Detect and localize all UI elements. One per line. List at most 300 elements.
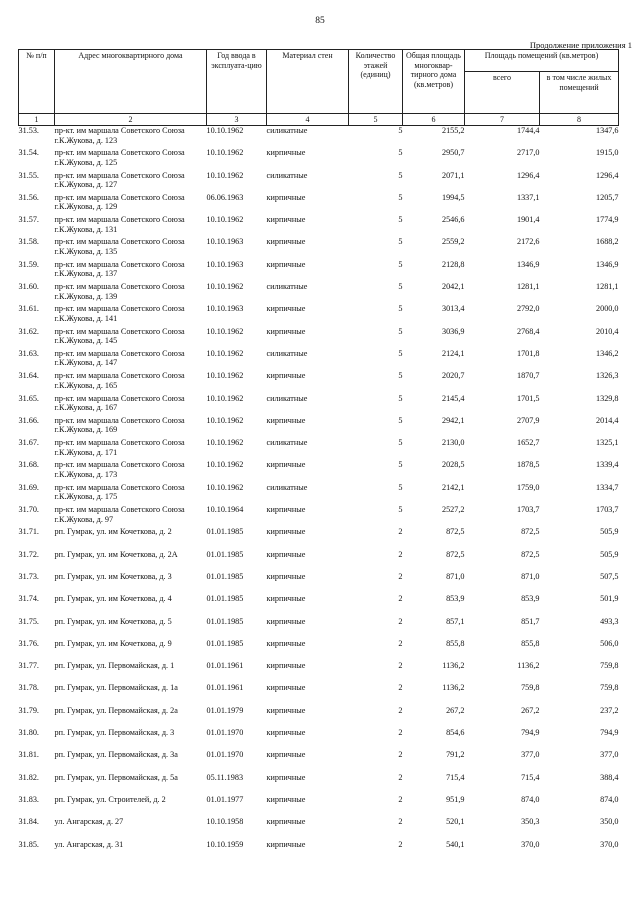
wall-material: кирпичные [266,616,306,626]
column-number: 4 [267,114,349,126]
living-area: 493,3 [600,616,619,626]
living-area: 2000,0 [596,304,619,314]
row-number: 31.59. [18,259,39,269]
wall-material: кирпичные [266,638,306,648]
address-line-2: г.К.Жукова, д. 127 [54,180,118,190]
total-area: 1136,2 [442,683,465,693]
floor-count: 2 [398,794,403,804]
table-row [19,617,619,639]
row-number: 31.57. [18,215,39,225]
total-area: 872,5 [446,527,465,537]
wall-material: кирпичные [266,237,306,247]
wall-material: кирпичные [266,750,306,760]
floor-count: 5 [398,170,403,180]
premises-area-total: 853,9 [521,594,540,604]
table-row [19,148,619,170]
floor-count: 2 [398,728,403,738]
total-area: 3036,9 [441,326,465,336]
column-number: 2 [55,114,207,126]
commission-date: 01.01.1961 [206,661,244,671]
total-area: 855,8 [446,638,465,648]
row-number: 31.85. [18,839,39,849]
wall-material: кирпичные [266,505,306,515]
header-floors: Количество этажей (единиц) [349,50,403,114]
address-line: пр-кт. им маршала Советского Союза [54,304,185,314]
row-number: 31.78. [18,683,39,693]
row-number: 31.76. [18,638,39,648]
row-number: 31.54. [18,148,39,158]
commission-date: 10.10.1962 [206,393,244,403]
address [55,438,207,460]
row-number: 31.74. [18,594,39,604]
commission-date: 10.10.1962 [206,326,244,336]
table-row [19,371,619,393]
table-row [19,416,619,438]
premises-area-total: 1759,0 [516,482,540,492]
commission-date: 10.10.1963 [206,304,244,314]
address-line: пр-кт. им маршала Советского Союза [54,282,185,292]
total-area: 540,1 [446,839,465,849]
commission-date: 01.01.1985 [206,638,244,648]
floor-count: 5 [398,371,403,381]
living-area: 388,4 [600,772,619,782]
living-area: 1326,3 [596,371,619,381]
commission-date: 10.10.1962 [206,282,244,292]
address [55,550,207,572]
commission-date: 10.10.1963 [206,237,244,247]
table-row [19,728,619,750]
row-number: 31.62. [18,326,39,336]
floor-count: 5 [398,282,403,292]
floor-count: 2 [398,750,403,760]
address-line: пр-кт. им маршала Советского Союза [54,126,185,135]
header-address: Адрес многоквартирного дома [55,50,207,114]
commission-date: 10.10.1962 [206,170,244,180]
wall-material: силикатные [266,482,308,492]
continuation-label: Продолжение приложения 1 [529,40,632,50]
floor-count: 2 [398,839,403,849]
address [55,706,207,728]
wall-material: кирпичные [266,683,306,693]
table-row [19,706,619,728]
address [55,795,207,817]
premises-area-total: 1870,7 [516,371,540,381]
address [55,773,207,795]
total-area: 2128,8 [441,259,465,269]
table-row [19,773,619,795]
floor-count: 5 [398,505,403,515]
column-number: 6 [403,114,465,126]
floor-count: 2 [398,817,403,827]
floor-count: 5 [398,438,403,448]
premises-area-total: 1136,2 [517,661,540,671]
column-number: 7 [465,114,540,126]
table-row [19,527,619,549]
address-line-2: г.К.Жукова, д. 139 [54,291,118,301]
address-line: ул. Ангарская, д. 27 [54,817,124,827]
address-line: пр-кт. им маршала Советского Союза [54,371,185,381]
wall-material: кирпичные [266,705,306,715]
table-row [19,215,619,237]
living-area: 874,0 [600,794,619,804]
living-area: 237,2 [600,705,619,715]
wall-material: кирпичные [266,192,306,202]
living-area: 1688,2 [596,237,619,247]
living-area: 505,9 [600,549,619,559]
wall-material: кирпичные [266,259,306,269]
address-line: пр-кт. им маршала Советского Союза [54,170,185,180]
header-num: № п/п [19,50,55,114]
address-line: рп. Гумрак, ул. им Кочеткова, д. 9 [54,638,172,648]
floor-count: 2 [398,638,403,648]
row-number: 31.61. [18,304,39,314]
premises-area-total: 874,0 [521,794,540,804]
row-number: 31.64. [18,371,39,381]
row-number: 31.60. [18,282,39,292]
commission-date: 01.01.1970 [206,728,244,738]
floor-count: 5 [398,126,403,135]
commission-date: 10.10.1962 [206,348,244,358]
address-line-2: г.К.Жукова, д. 147 [54,358,118,368]
address-line: рп. Гумрак, ул. Строителей, д. 2 [54,794,166,804]
column-number: 3 [207,114,267,126]
premises-area-total: 851,7 [521,616,540,626]
wall-material: кирпичные [266,549,306,559]
address-line-2: г.К.Жукова, д. 123 [54,135,118,145]
address [55,215,207,237]
table-row [19,171,619,193]
living-area: 1205,7 [596,192,619,202]
total-area: 267,2 [446,705,465,715]
floor-count: 5 [398,192,403,202]
table-row [19,260,619,282]
address-line: пр-кт. им маршала Советского Союза [54,460,185,470]
commission-date: 10.10.1962 [206,415,244,425]
housing-table [18,49,619,862]
address-line: рп. Гумрак, ул. Первомайская, д. 3а [54,750,178,760]
living-area: 1281,1 [596,282,619,292]
row-number: 31.69. [18,482,39,492]
premises-area-total: 350,3 [521,817,540,827]
address [55,594,207,616]
living-area: 1325,1 [596,438,619,448]
table-row [19,483,619,505]
premises-area-total: 1701,8 [516,348,540,358]
address-line: рп. Гумрак, ул. Первомайская, д. 5а [54,772,178,782]
address [55,304,207,326]
total-area: 2155,2 [441,126,465,135]
wall-material: кирпичные [266,594,306,604]
header-living: в том числе жилых помещений [540,72,619,114]
living-area: 2010,4 [596,326,619,336]
column-number: 8 [540,114,619,126]
premises-area-total: 2172,6 [516,237,540,247]
address [55,327,207,349]
premises-area-total: 1346,9 [516,259,540,269]
address [55,148,207,170]
premises-area-total: 2717,0 [516,148,540,158]
table-row [19,126,619,149]
address-line: пр-кт. им маршала Советского Союза [54,215,185,225]
wall-material: кирпичные [266,571,306,581]
table-row [19,661,619,683]
wall-material: кирпичные [266,527,306,537]
living-area: 377,0 [600,750,619,760]
address-line: пр-кт. им маршала Советского Союза [54,482,185,492]
premises-area-total: 377,0 [521,750,540,760]
table-row [19,237,619,259]
premises-area-total: 2768,4 [516,326,540,336]
address-line-2: г.К.Жукова, д. 97 [54,514,114,524]
wall-material: силикатные [266,282,308,292]
row-number: 31.72. [18,549,39,559]
commission-date: 10.10.1959 [206,839,244,849]
address [55,282,207,304]
total-area: 2124,1 [441,348,465,358]
commission-date: 01.01.1985 [206,594,244,604]
floor-count: 2 [398,683,403,693]
premises-area-total: 871,0 [521,571,540,581]
premises-area-total: 855,8 [521,638,540,648]
floor-count: 5 [398,215,403,225]
total-area: 2071,1 [441,170,465,180]
premises-area-total: 759,8 [521,683,540,693]
wall-material: кирпичные [266,661,306,671]
wall-material: кирпичные [266,817,306,827]
address-line: пр-кт. им маршала Советского Союза [54,148,185,158]
table-row [19,795,619,817]
premises-area-total: 2707,9 [516,415,540,425]
row-number: 31.53. [18,126,39,135]
total-area: 2042,1 [441,282,465,292]
header-material: Материал стен [267,50,349,114]
total-area: 872,5 [446,549,465,559]
address [55,683,207,705]
premises-area-total: 267,2 [521,705,540,715]
floor-count: 5 [398,460,403,470]
living-area: 505,9 [600,527,619,537]
premises-area-total: 794,9 [521,728,540,738]
row-number: 31.79. [18,705,39,715]
row-number: 31.75. [18,616,39,626]
address [55,840,207,862]
living-area: 1774,9 [596,215,619,225]
address [55,416,207,438]
wall-material: силикатные [266,393,308,403]
floor-count: 2 [398,661,403,671]
address-line: пр-кт. им маршала Советского Союза [54,237,185,247]
total-area: 871,0 [446,571,465,581]
address-line-2: г.К.Жукова, д. 141 [54,313,118,323]
total-area: 853,9 [446,594,465,604]
address [55,505,207,527]
premises-area-total: 872,5 [521,527,540,537]
living-area: 1915,0 [596,148,619,158]
premises-area-total: 1652,7 [516,438,540,448]
address-line: рп. Гумрак, ул. Первомайская, д. 3 [54,728,175,738]
total-area: 2527,2 [441,505,465,515]
table-row [19,327,619,349]
commission-date: 01.01.1985 [206,571,244,581]
table-row [19,840,619,862]
total-area: 2950,7 [441,148,465,158]
floor-count: 5 [398,326,403,336]
living-area: 1296,4 [596,170,619,180]
living-area: 1703,7 [596,505,619,515]
table-row [19,460,619,482]
living-area: 506,0 [600,638,619,648]
address [55,527,207,549]
page-number: 85 [315,16,325,26]
address [55,639,207,661]
table-row [19,505,619,527]
table-body [19,126,619,862]
table-row [19,193,619,215]
floor-count: 2 [398,549,403,559]
floor-count: 5 [398,304,403,314]
address [55,572,207,594]
row-number: 31.68. [18,460,39,470]
living-area: 370,0 [600,839,619,849]
header-total-area: Общая площадь многоквар-тирного дома (кв.метров) [403,50,465,114]
address-line: рп. Гумрак, ул. им Кочеткова, д. 2А [54,549,178,559]
address [55,483,207,505]
living-area: 2014,4 [596,415,619,425]
total-area: 1136,2 [442,661,465,671]
wall-material: кирпичные [266,415,306,425]
living-area: 501,9 [600,594,619,604]
total-area: 791,2 [446,750,465,760]
total-area: 715,4 [446,772,465,782]
address-line-2: г.К.Жукова, д. 173 [54,469,118,479]
header-premises-area: Площадь помещений (кв.метров) [465,50,619,72]
premises-area-total: 1701,5 [516,393,540,403]
row-number: 31.77. [18,661,39,671]
address-line: пр-кт. им маршала Советского Союза [54,393,185,403]
total-area: 2559,2 [441,237,465,247]
commission-date: 10.10.1962 [206,126,244,135]
total-area: 2028,5 [441,460,465,470]
header-all: всего [465,72,540,114]
address-line: пр-кт. им маршала Советского Союза [54,415,185,425]
wall-material: кирпичные [266,215,306,225]
address-line-2: г.К.Жукова, д. 135 [54,246,118,256]
wall-material: силикатные [266,170,308,180]
address-line-2: г.К.Жукова, д. 175 [54,492,118,502]
living-area: 507,5 [600,571,619,581]
commission-date: 10.10.1962 [206,148,244,158]
address [55,661,207,683]
table-row [19,349,619,371]
table-row [19,438,619,460]
address-line-2: г.К.Жукова, д. 167 [54,403,118,413]
address-line-2: г.К.Жукова, д. 145 [54,336,118,346]
floor-count: 5 [398,237,403,247]
floor-count: 2 [398,705,403,715]
premises-area-total: 2792,0 [516,304,540,314]
commission-date: 01.01.1970 [206,750,244,760]
wall-material: силикатные [266,126,308,135]
wall-material: кирпичные [266,304,306,314]
premises-area-total: 1337,1 [516,192,540,202]
table-row [19,594,619,616]
header-year: Год ввода в эксплуата-цию [207,50,267,114]
premises-area-total: 1703,7 [516,505,540,515]
address [55,750,207,772]
table-row [19,304,619,326]
address [55,394,207,416]
total-area: 2145,4 [441,393,465,403]
address-line-2: г.К.Жукова, д. 165 [54,380,118,390]
address [55,349,207,371]
column-number: 1 [19,114,55,126]
commission-date: 10.10.1964 [206,505,244,515]
commission-date: 01.01.1979 [206,705,244,715]
row-number: 31.82. [18,772,39,782]
address-line: рп. Гумрак, ул. им Кочеткова, д. 4 [54,594,172,604]
floor-count: 5 [398,148,403,158]
commission-date: 01.01.1977 [206,794,244,804]
total-area: 1994,5 [441,192,465,202]
row-number: 31.56. [18,192,39,202]
total-area: 2546,6 [441,215,465,225]
row-number: 31.83. [18,794,39,804]
address-line: рп. Гумрак, ул. им Кочеткова, д. 2 [54,527,172,537]
premises-area-total: 370,0 [521,839,540,849]
address-line: рп. Гумрак, ул. Первомайская, д. 1а [54,683,178,693]
living-area: 1329,8 [596,393,619,403]
commission-date: 10.10.1962 [206,438,244,448]
wall-material: кирпичные [266,839,306,849]
premises-area-total: 1296,4 [516,170,540,180]
address-line: пр-кт. им маршала Советского Союза [54,192,185,202]
address-line-2: г.К.Жукова, д. 129 [54,202,118,212]
address [55,371,207,393]
floor-count: 5 [398,259,403,269]
total-area: 857,1 [446,616,465,626]
table-row [19,550,619,572]
commission-date: 10.10.1962 [206,460,244,470]
wall-material: кирпичные [266,371,306,381]
premises-area-total: 1281,1 [516,282,540,292]
floor-count: 2 [398,527,403,537]
commission-date: 05.11.1983 [206,772,244,782]
table-row [19,282,619,304]
commission-date: 06.06.1963 [206,192,244,202]
floor-count: 5 [398,348,403,358]
table-row [19,750,619,772]
commission-date: 10.10.1963 [206,259,244,269]
floor-count: 5 [398,415,403,425]
wall-material: кирпичные [266,772,306,782]
row-number: 31.73. [18,571,39,581]
address-line-2: г.К.Жукова, д. 131 [54,224,118,234]
address [55,193,207,215]
total-area: 854,6 [446,728,465,738]
table-row [19,572,619,594]
address-line: пр-кт. им маршала Советского Союза [54,326,185,336]
address [55,260,207,282]
premises-area-total: 1901,4 [516,215,540,225]
living-area: 1334,7 [596,482,619,492]
table-row [19,394,619,416]
row-number: 31.66. [18,415,39,425]
address [55,817,207,839]
living-area: 1346,2 [596,348,619,358]
row-number: 31.55. [18,170,39,180]
floor-count: 5 [398,393,403,403]
total-area: 3013,4 [441,304,465,314]
